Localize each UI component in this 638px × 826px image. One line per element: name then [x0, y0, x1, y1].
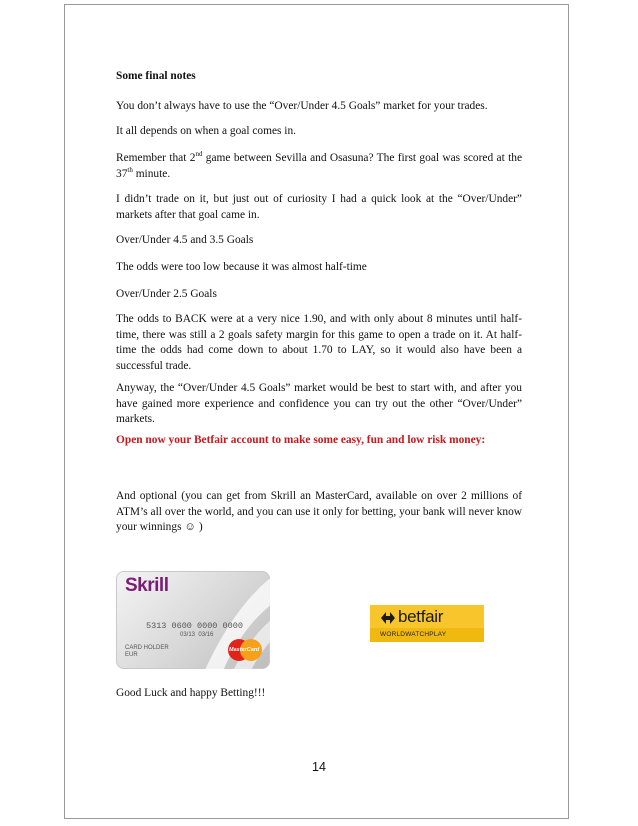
betfair-logo-banner[interactable]: [370, 605, 484, 642]
card-holder-name: CARD HOLDER: [125, 645, 169, 651]
betfair-tagline: WORLDWATCHPLAY: [380, 631, 447, 638]
p3-sup-th: th: [127, 165, 133, 174]
paragraph-curiosity: I didn’t trade on it, but just out of curiosity I had a quick look at the “Over/Under” markets after that goal came in.: [116, 193, 522, 221]
p3-part-c: minute.: [132, 167, 171, 180]
paragraph-timing: It all depends on when a goal comes in.: [116, 125, 296, 137]
card-number: 5313 0600 0000 0000: [146, 621, 243, 631]
p3-sup-nd: nd: [195, 150, 203, 159]
betfair-wordmark: betfair: [398, 607, 444, 626]
card-currency: EUR: [125, 652, 138, 658]
paragraph-subhead-45-35: Over/Under 4.5 and 3.5 Goals: [116, 234, 254, 246]
card-dates: [180, 632, 213, 638]
betfair-cta-link[interactable]: Open now your Betfair account to make some easy, fun and low risk money:: [116, 434, 486, 446]
mastercard-label: MasterCard: [229, 647, 260, 653]
paragraph-odds-low: The odds were too low because it was almost half-time: [116, 261, 367, 273]
skrill-logo: Skrill: [125, 575, 169, 596]
paragraph-subhead-25: Over/Under 2.5 Goals: [116, 288, 217, 300]
paragraph-market: You don’t always have to use the “Over/Under 4.5 Goals” market for your trades.: [116, 100, 488, 112]
page-number: 14: [312, 760, 326, 774]
card-holder: [125, 645, 169, 659]
skrill-card-image[interactable]: [116, 571, 270, 669]
p3-part-a: Remember that 2: [116, 152, 196, 164]
closing-line: Good Luck and happy Betting!!!: [116, 687, 266, 699]
paragraph-back-lay: The odds to BACK were at a very nice 1.90, and with only about 8 minutes until half-time, there was still a 2 goals safety margin for this game to open a trade on it. At half-time the odds had come down to about 1.70 to LAY, so it would also have been a successful trade.: [116, 313, 522, 372]
paragraph-anyway: Anyway, the “Over/Under 4.5 Goals” market would be best to start with, and after you have gained more experience and confidence you can try out the other “Over/Under” markets.: [116, 382, 522, 425]
card-expires: 03/16: [198, 632, 214, 638]
paragraph-sevilla: [116, 151, 522, 182]
section-heading: Some final notes: [116, 70, 196, 82]
betfair-arrows-icon: [380, 610, 396, 626]
paragraph-skrill-optional: And optional (you can get from Skrill an MasterCard, available on over 2 millions of ATM’s all over the world, and you can use it only for betting, your bank will never know your winnings ☺ ): [116, 490, 522, 533]
p3-part-b: game between Sevilla and Osasuna? The first goal was scored at the 37: [116, 152, 522, 180]
card-valid-from: 03/13: [180, 632, 196, 638]
